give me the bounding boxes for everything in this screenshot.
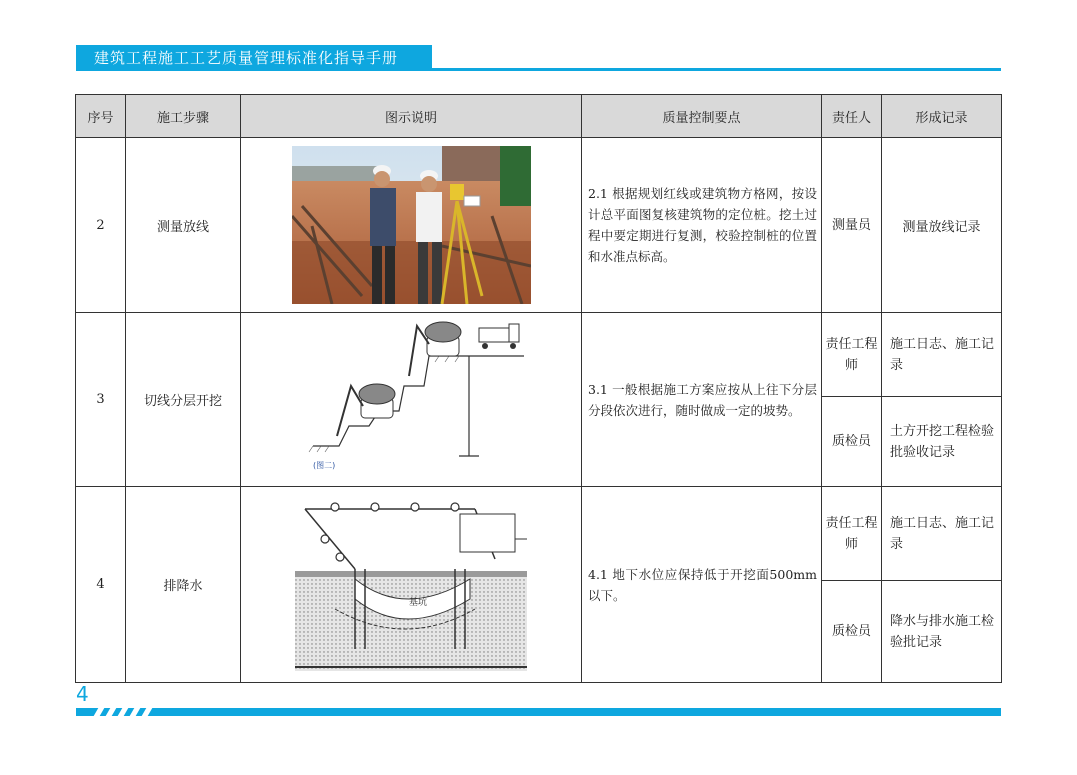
row-no: 3	[76, 313, 126, 487]
col-header-no: 序号	[76, 95, 126, 138]
record: 降水与排水施工检验批记录	[882, 581, 1002, 683]
quality-table	[75, 94, 1002, 683]
responsible-person: 质检员	[822, 397, 882, 487]
figure-caption: (图二)	[312, 460, 335, 470]
pit-label: 基坑	[409, 597, 428, 608]
record: 土方开挖工程检验批验收记录	[882, 397, 1002, 487]
footer-bar	[76, 708, 1001, 716]
page-number: 4	[76, 682, 89, 706]
responsible-person: 测量员	[822, 138, 882, 313]
quality-control-text: 2.1 根据规划红线或建筑物方格网，按设计总平面图复核建筑物的定位桩。挖土过程中要定期进行复测，校验控制桩的位置和水准点标高。	[582, 138, 822, 313]
quality-control-text: 4.1 地下水位应保持低于开挖面500mm以下。	[582, 487, 822, 683]
row-no: 4	[76, 487, 126, 683]
figure-cell	[241, 487, 582, 683]
row-step: 切线分层开挖	[126, 313, 241, 487]
col-header-record: 形成记录	[882, 95, 1002, 138]
manual-title: 建筑工程施工工艺质量管理标准化指导手册	[76, 45, 432, 71]
record: 施工日志、施工记录	[882, 313, 1002, 397]
table-row	[76, 487, 1002, 581]
dewatering-diagram	[295, 499, 527, 671]
row-no: 2	[76, 138, 126, 313]
quality-control-text: 3.1 一般根据施工方案应按从上往下分层分段依次进行，随时做成一定的坡势。	[582, 313, 822, 487]
record: 测量放线记录	[882, 138, 1002, 313]
col-header-step: 施工步骤	[126, 95, 241, 138]
col-header-person: 责任人	[822, 95, 882, 138]
row-step: 排降水	[126, 487, 241, 683]
row-step: 测量放线	[126, 138, 241, 313]
table-row	[76, 313, 1002, 397]
record: 施工日志、施工记录	[882, 487, 1002, 581]
col-header-qc: 质量控制要点	[582, 95, 822, 138]
survey-photo	[292, 146, 531, 304]
table-header-row	[76, 95, 1002, 138]
header-rule	[76, 68, 1001, 71]
responsible-person: 责任工程师	[822, 313, 882, 397]
figure-cell	[241, 313, 582, 487]
table-row	[76, 138, 1002, 313]
col-header-figure: 图示说明	[241, 95, 582, 138]
responsible-person: 质检员	[822, 581, 882, 683]
excavation-diagram	[299, 316, 524, 484]
figure-cell	[241, 138, 582, 313]
responsible-person: 责任工程师	[822, 487, 882, 581]
